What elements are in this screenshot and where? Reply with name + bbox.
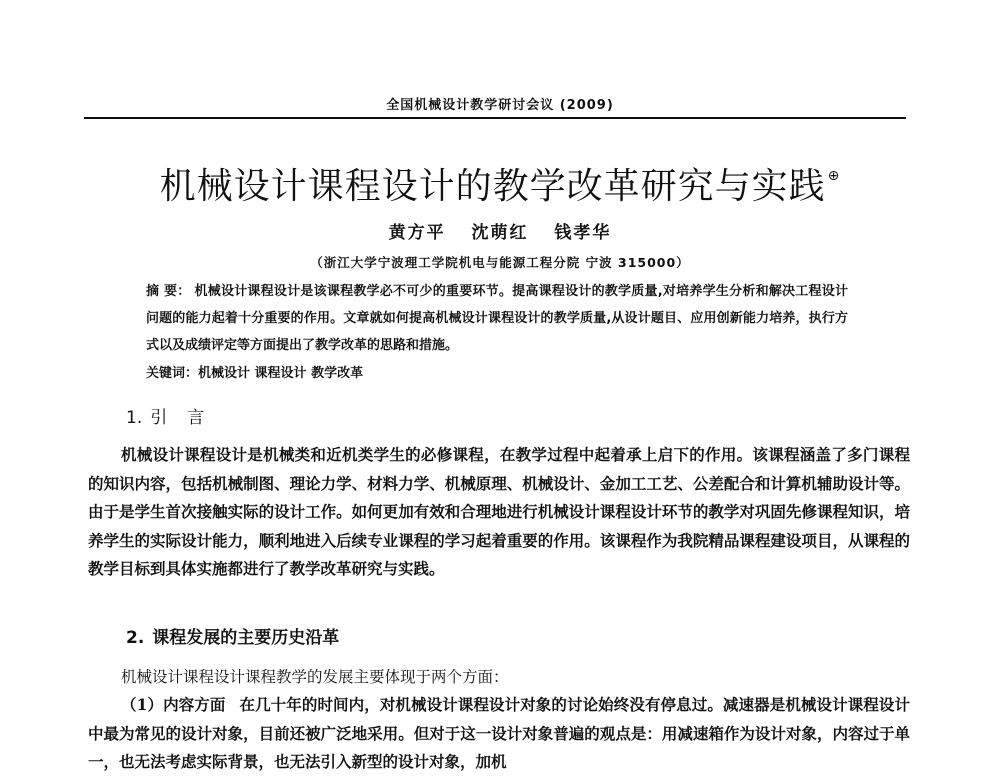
keywords-label: 关键词：: [146, 366, 199, 381]
section-heading-history: [126, 623, 339, 648]
history-intro-paragraph: 机械设计课程设计课程教学的发展主要体现于两个方面：: [121, 668, 509, 686]
affiliation: （浙江大学宁波理工学院机电与能源工程分院 宁波 315000）: [310, 255, 690, 270]
item-text: 在几十年的时间内，对机械设计课程设计对象的讨论始终没有停息过。减速器是机械设计课程设计中最为常见的设计对象，目前还被广泛地采用。但对于这一设计对象普遍的观点是：用减速箱作为设计对象，内容过于单一，也无法考虑实际背景，也无法引入新型的设计对象，加机: [88, 695, 910, 771]
authors: 黄方平 沈萌红 钱孝华: [388, 223, 612, 243]
section-title: 课程发展的主要历史沿革: [152, 628, 340, 648]
abstract: [146, 278, 848, 359]
keywords-text: 机械设计 课程设计 教学改革: [198, 366, 364, 381]
keywords: [146, 360, 848, 387]
section-heading-introduction: [126, 403, 224, 428]
introduction-paragraph: 机械设计课程设计是机械类和近机类学生的必修课程，在教学过程中起着承上启下的作用。该课程涵盖了多门课程的知识内容，包括机械制图、理论力学、材料力学、机械原理、机械设计、金加工工艺、公差配合和计算机辅助设计等。由于是学生首次接触实际的设计工作。如何更加有效和合理地进行机械设计课程设计环节的教学对巩固先修课程知识，培养学生的实际设计能力，顺利地进入后续专业课程的学习起着重要的作用。该课程作为我院精品课程建设项目，从课程的教学目标到具体实施都进行了教学改革研究与实践。: [88, 445, 910, 578]
footnote-mark: ⊕: [827, 168, 841, 184]
abstract-label: 摘 要：: [146, 284, 191, 299]
section-title: 引言: [150, 408, 225, 428]
paper-title: [0, 158, 1000, 209]
section-number: 1.: [126, 408, 143, 428]
history-item-paragraph: [88, 691, 910, 777]
section-number: 2.: [126, 628, 145, 648]
running-header: 全国机械设计教学研讨会议 (2009): [386, 98, 614, 113]
header-rule: [84, 117, 906, 119]
paper-title-text: 机械设计课程设计的教学改革研究与实践: [159, 166, 826, 207]
abstract-text: 机械设计课程设计是该课程教学必不可少的重要环节。提高课程设计的教学质量,对培养学生分析和解决工程设计问题的能力起着十分重要的作用。文章就如何提高机械设计课程设计的教学质量,从设计题目、应用创新能力培养，执行方式以及成绩评定等方面提出了教学改革的思路和措施。: [146, 284, 848, 353]
item-lead: （1）内容方面: [121, 695, 226, 714]
